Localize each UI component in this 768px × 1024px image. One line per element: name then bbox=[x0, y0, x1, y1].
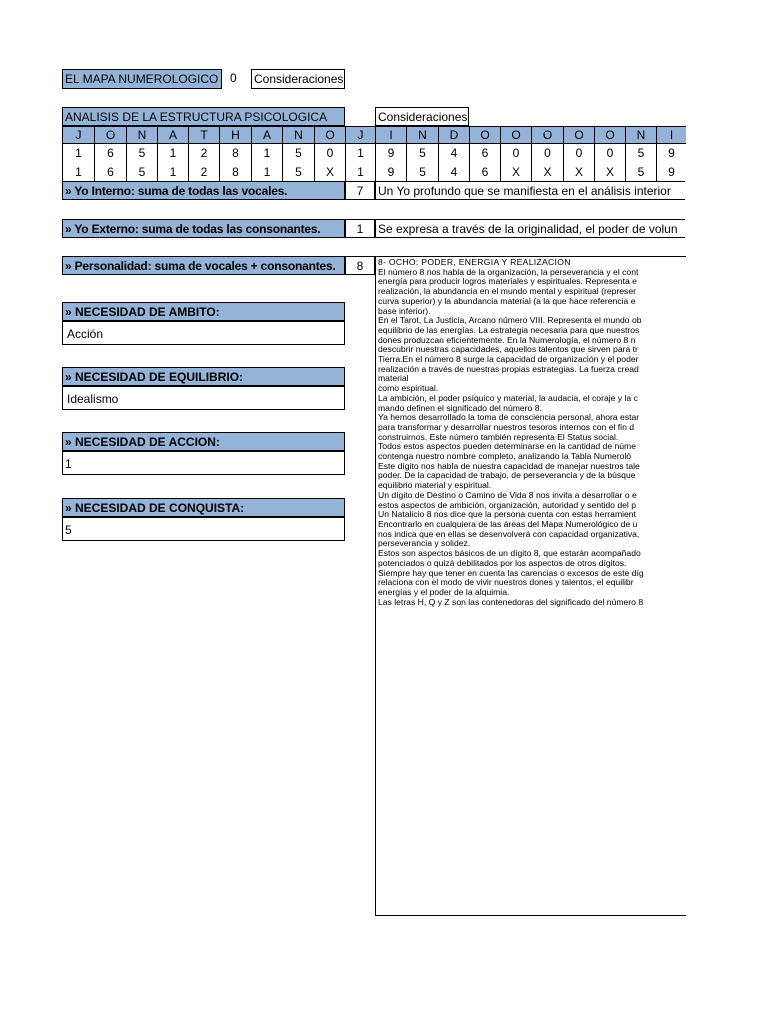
grid-cell-row-letters-14: O bbox=[500, 126, 531, 144]
description-line: Ya hemos desarrollado la toma de consciencia personal, ahora estar bbox=[378, 412, 640, 423]
map-title: EL MAPA NUMEROLOGICO bbox=[62, 69, 222, 89]
grid-cell-row-nums1-12: 4 bbox=[438, 144, 469, 162]
description-line: equilibrio de las energías. La estrategia necesaria para que nuestros bbox=[378, 324, 640, 335]
grid-cell-row-nums2-17: X bbox=[594, 162, 625, 181]
letter-grid bbox=[0, 0, 768, 200]
necesidad-ambito-label: » NECESIDAD DE AMBITO: bbox=[62, 302, 345, 321]
grid-cell-row-nums1-1: 6 bbox=[94, 144, 126, 162]
grid-cell-row-nums1-5: 8 bbox=[219, 144, 251, 162]
grid-cell-row-letters-1: O bbox=[94, 126, 126, 144]
necesidad-ambito-value: Acción bbox=[62, 321, 345, 345]
grid-cell-row-nums2-1: 6 bbox=[94, 162, 126, 181]
yo-externo-value: 1 bbox=[345, 219, 375, 238]
description-line: nos indica que en ellas se desenvolverá con capacidad organizativa, bbox=[378, 528, 640, 539]
grid-cell-row-nums1-13: 6 bbox=[469, 144, 500, 162]
description-line: Un dígito de Destino o Camino de Vida 8 nos invita a desarrollar o e bbox=[378, 489, 637, 500]
grid-cell-row-nums1-0: 1 bbox=[62, 144, 94, 162]
grid-cell-row-nums1-18: 5 bbox=[625, 144, 656, 162]
grid-cell-row-nums2-7: 5 bbox=[282, 162, 314, 181]
grid-cell-row-letters-19: I bbox=[656, 126, 686, 144]
grid-cell-row-nums2-0: 1 bbox=[62, 162, 94, 181]
description-line: Tierra.En el número 8 surge la capacidad de organización y el poder bbox=[378, 354, 639, 365]
grid-cell-row-nums2-12: 4 bbox=[438, 162, 469, 181]
grid-cell-row-nums1-8: 0 bbox=[314, 144, 345, 162]
header-consideraciones: Consideraciones bbox=[251, 69, 345, 89]
description-line: Siempre hay que tener en cuenta las carencias o excesos de este díg bbox=[378, 567, 644, 578]
grid-cell-row-letters-6: A bbox=[251, 126, 282, 144]
grid-cell-row-nums1-15: 0 bbox=[531, 144, 563, 162]
grid-cell-row-nums2-9: 1 bbox=[345, 162, 375, 181]
grid-cell-row-letters-4: T bbox=[188, 126, 219, 144]
grid-cell-row-letters-11: N bbox=[406, 126, 438, 144]
necesidad-conquista-value: 5 bbox=[62, 517, 345, 541]
yo-externo-label: » Yo Externo: suma de todas las consonantes. bbox=[62, 219, 345, 238]
description-line: mando definen el significado del número 8. bbox=[378, 402, 542, 413]
personalidad-value: 8 bbox=[345, 256, 375, 275]
grid-cell-row-letters-3: A bbox=[157, 126, 188, 144]
grid-cell-row-nums2-10: 9 bbox=[375, 162, 406, 181]
description-line: perseverancia y solidez. bbox=[378, 538, 471, 549]
grid-cell-row-nums2-16: X bbox=[563, 162, 594, 181]
description-line: energías y el poder de la alquimia. bbox=[378, 586, 510, 597]
grid-cell-row-letters-18: N bbox=[625, 126, 656, 144]
grid-cell-row-nums1-17: 0 bbox=[594, 144, 625, 162]
yo-interno-value: 7 bbox=[345, 181, 375, 200]
grid-cell-row-letters-9: J bbox=[345, 126, 375, 144]
grid-cell-row-nums1-16: 0 bbox=[563, 144, 594, 162]
grid-cell-row-letters-16: O bbox=[563, 126, 594, 144]
necesidad-accion-label: » NECESIDAD DE ACCION: bbox=[62, 432, 345, 451]
necesidad-equilibrio-label: » NECESIDAD DE EQUILIBRIO: bbox=[62, 367, 345, 386]
grid-cell-row-nums2-19: 9 bbox=[656, 162, 686, 181]
description-line: realización, la abundancia en el mundo mental y espiritual (represer bbox=[378, 286, 636, 297]
header-zero: 0 bbox=[230, 71, 237, 85]
description-line: potenciados o quizá debilitados por los aspectos de otros dígitos. bbox=[378, 557, 627, 568]
yo-externo-desc: Se expresa a través de la originalidad, el poder de volun bbox=[375, 219, 685, 238]
description-line: 8- OCHO: PODER, ENERGIA Y REALIZACION bbox=[378, 257, 571, 267]
grid-cell-row-nums1-19: 9 bbox=[656, 144, 686, 162]
grid-cell-row-letters-10: I bbox=[375, 126, 406, 144]
grid-cell-row-letters-15: O bbox=[531, 126, 563, 144]
description-line: Estos son aspectos básicos de un dígito 8, que estarán acompañado bbox=[378, 548, 641, 559]
grid-cell-row-nums1-2: 5 bbox=[126, 144, 157, 162]
grid-cell-row-letters-17: O bbox=[594, 126, 625, 144]
analysis-consideraciones: Consideraciones bbox=[375, 107, 469, 126]
description-line: relaciona con el modo de vivir nuestros dones y talentos, el equilibr bbox=[378, 577, 634, 588]
grid-cell-row-nums2-5: 8 bbox=[219, 162, 251, 181]
necesidad-accion-value: 1 bbox=[62, 451, 345, 475]
grid-cell-row-letters-7: N bbox=[282, 126, 314, 144]
description-line: descubrir nuestras capacidades, aquellos talentos que sirven para tr bbox=[378, 344, 638, 355]
description-line: En el Tarot, La Justicia, Arcano número VIII. Representa el mundo ob bbox=[378, 315, 642, 326]
grid-cell-row-nums2-15: X bbox=[531, 162, 563, 181]
description-line: construirnos. Este número también representa El Status social. bbox=[378, 431, 619, 442]
description-line: equilibrio material y espiritual. bbox=[378, 480, 492, 491]
grid-cell-row-nums2-18: 5 bbox=[625, 162, 656, 181]
description-line: Encontrarlo en cualquiera de las áreas del Mapa Numerológico de u bbox=[378, 518, 638, 529]
grid-cell-row-letters-5: H bbox=[219, 126, 251, 144]
personalidad-label: » Personalidad: suma de vocales + consonantes. bbox=[62, 256, 345, 275]
yo-interno-desc: Un Yo profundo que se manifiesta en el análisis interior bbox=[375, 181, 685, 200]
grid-cell-row-letters-2: N bbox=[126, 126, 157, 144]
description-line: material bbox=[378, 373, 409, 384]
description-line: energía para producir logros materiales y espirituales. Representa e bbox=[378, 276, 637, 287]
grid-cell-row-nums2-3: 1 bbox=[157, 162, 188, 181]
grid-cell-row-nums1-3: 1 bbox=[157, 144, 188, 162]
description-line: base inferior). bbox=[378, 305, 431, 316]
grid-cell-row-nums1-6: 1 bbox=[251, 144, 282, 162]
grid-cell-row-letters-12: D bbox=[438, 126, 469, 144]
grid-cell-row-nums1-7: 5 bbox=[282, 144, 314, 162]
grid-cell-row-nums1-10: 9 bbox=[375, 144, 406, 162]
necesidad-conquista-label: » NECESIDAD DE CONQUISTA: bbox=[62, 498, 345, 517]
grid-cell-row-letters-8: O bbox=[314, 126, 345, 144]
description-line: Las letras H, Q y Z son las contenedoras del significado del número 8 bbox=[378, 596, 644, 607]
grid-cell-row-nums1-4: 2 bbox=[188, 144, 219, 162]
grid-cell-row-nums2-11: 5 bbox=[406, 162, 438, 181]
description-line: realización a través de nuestras propias estrategias. La fuerza cread bbox=[378, 363, 639, 374]
grid-cell-row-nums2-6: 1 bbox=[251, 162, 282, 181]
analysis-title: ANALISIS DE LA ESTRUCTURA PSICOLOGICA bbox=[62, 107, 345, 126]
description-line: como espiritual. bbox=[378, 383, 439, 394]
necesidad-equilibrio-value: Idealismo bbox=[62, 386, 345, 410]
description-line: para transformar y desarrollar nuestros tesoros internos con el fin d bbox=[378, 421, 635, 432]
grid-cell-row-nums2-2: 5 bbox=[126, 162, 157, 181]
description-line: curva superior) y la abundancia material (a la que hace referencia e bbox=[378, 295, 636, 306]
description-line: poder. De la capacidad de trabajo, de perseverancia y de la búsque bbox=[378, 470, 636, 481]
description-line: Un Natalicio 8 nos dice que la persona cuenta con estas herramient bbox=[378, 509, 636, 520]
yo-interno-label: » Yo Interno: suma de todas las vocales. bbox=[62, 181, 345, 200]
grid-cell-row-nums2-4: 2 bbox=[188, 162, 219, 181]
grid-cell-row-nums2-14: X bbox=[500, 162, 531, 181]
description-line: Todos estos aspectos pueden determinarse en la cantidad de núme bbox=[378, 441, 636, 452]
grid-cell-row-letters-0: J bbox=[62, 126, 94, 144]
description-line: El número 8 nos habla de la organización, la perseverancia y el cont bbox=[378, 266, 639, 277]
grid-cell-row-nums1-14: 0 bbox=[500, 144, 531, 162]
description-line: Este dígito nos habla de nuestra capacidad de manejar nuestros tale bbox=[378, 460, 640, 471]
grid-cell-row-letters-13: O bbox=[469, 126, 500, 144]
description-line: dones produzcan eficientemente. En la Numerología, el número 8 n bbox=[378, 334, 636, 345]
personalidad-description bbox=[375, 256, 686, 916]
description-line: contenga nuestro nombre completo, analizando la Tabla Numeroló bbox=[378, 451, 632, 462]
grid-cell-row-nums1-9: 1 bbox=[345, 144, 375, 162]
description-line: estos aspectos de ambición, organización, autoridad y sentido del p bbox=[378, 499, 636, 510]
grid-cell-row-nums2-8: X bbox=[314, 162, 345, 181]
grid-cell-row-nums1-11: 5 bbox=[406, 144, 438, 162]
grid-cell-row-nums2-13: 6 bbox=[469, 162, 500, 181]
description-line: La ambición, el poder psíquico y material, la audacia, el coraje y la c bbox=[378, 392, 638, 403]
